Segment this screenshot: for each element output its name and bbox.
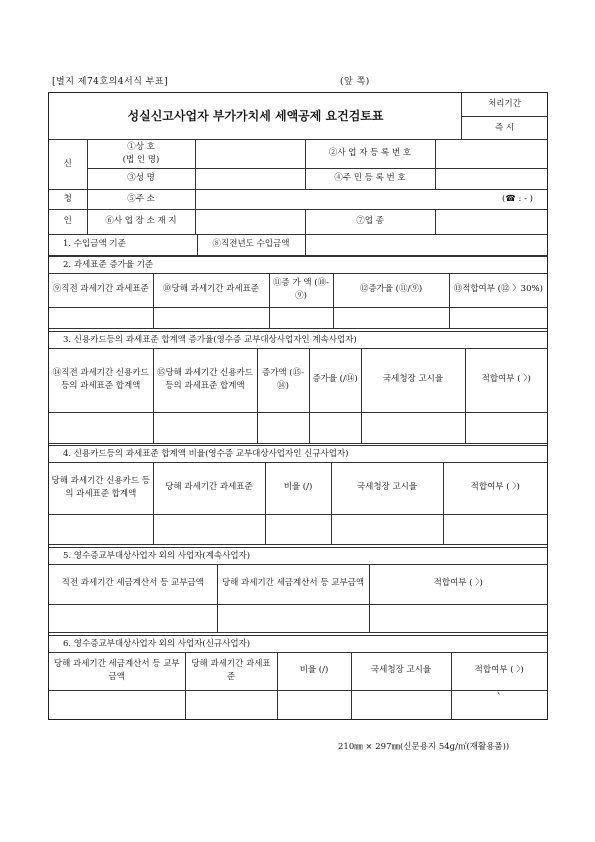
- prev-year-revenue-label: ⑧직전년도 수입금액: [197, 235, 305, 256]
- card-increase-amount-header: 증가액 (⑮-⑭): [257, 348, 309, 412]
- form-title: 성실신고사업자 부가가치세 세액공제 요건검토표: [127, 109, 384, 123]
- new-invoice-tax-base-field[interactable]: [185, 690, 277, 719]
- processing-period-label: 처리기간: [462, 93, 547, 117]
- prev-invoice-amount-field[interactable]: [49, 604, 217, 632]
- processing-period-value: 즉 시: [494, 123, 515, 133]
- increase-amount-field[interactable]: [269, 307, 333, 328]
- form-reference: [별지 제74호의4서식 부표]: [52, 77, 169, 87]
- sec5-table: [49, 564, 547, 632]
- sec3-title: 3. 신용카드등의 과세표준 합계액 증가율(영수증 교부대상사업자인 계속사업자): [49, 331, 547, 349]
- sec5-title: 5. 영수증교부대상사업자 외의 사업자(계속사업자): [49, 547, 547, 565]
- biz-location-field[interactable]: [195, 210, 305, 235]
- curr-invoice-amount-field[interactable]: [217, 604, 369, 632]
- card-eligibility-field[interactable]: [465, 412, 547, 443]
- new-invoice-amount-header: 당해 과세기간 세금계산서 등 교부금액: [49, 652, 185, 690]
- prev-invoice-amount-header: 직전 과세기간 세금계산서 등 교부금액: [49, 564, 217, 604]
- name-label: ③성 명: [87, 169, 195, 190]
- applicant-side-label-1: 신: [49, 140, 87, 190]
- page-side-label: (앞 쪽): [340, 77, 370, 87]
- card-increase-rate-header: 증가율 (/⑭): [309, 348, 361, 412]
- sec6-title: 6. 영수증교부대상사업자 외의 사업자(신규사업자): [49, 635, 547, 653]
- new-nts-rate-header: 국세청장 고시율: [331, 462, 443, 514]
- new-card-sales-header: 당해 과세기간 신용카드 등의 과세표준 합계액: [49, 462, 153, 514]
- new-invoice-amount-field[interactable]: [49, 690, 185, 719]
- curr-invoice-amount-header: 당해 과세기간 세금계산서 등 교부금액: [217, 564, 369, 604]
- applicant-section: [49, 139, 547, 234]
- company-name-label: ①상 호 (법 인 명): [87, 140, 195, 169]
- business-reg-no-label: ②사 업 자 등 록 번 호: [305, 140, 435, 169]
- phone-label: (☎ : - ): [501, 193, 533, 204]
- applicant-side-label-3: 인: [49, 210, 87, 235]
- new-ratio-header: 비율 (/): [265, 462, 331, 514]
- card-eligibility-header: 적합여부 ( 〉): [465, 348, 547, 412]
- new-invoice-ratio-header: 비율 (/): [277, 652, 351, 690]
- new-eligibility-header: 적합여부 ( 〉): [443, 462, 547, 514]
- sec4-title: 4. 신용카드등의 과세표준 합계액 비율(영수증 교부대상사업자인 신규사업자): [49, 445, 547, 463]
- prev-card-sales-header: ⑭직전 과세기간 신용카드 등의 과세표준 합계액: [49, 348, 153, 412]
- review-form: [48, 92, 548, 720]
- company-name-field[interactable]: [195, 140, 305, 169]
- applicant-side-label-2: 청: [49, 190, 87, 210]
- business-type-field[interactable]: [435, 210, 547, 235]
- business-reg-no-field[interactable]: [435, 140, 547, 169]
- curr-card-sales-header: ⑮당해 과세기간 신용카드 등의 과세표준 합계액: [153, 348, 257, 412]
- new-invoice-ratio-field[interactable]: [277, 690, 351, 719]
- sec2-table: [49, 273, 547, 328]
- paper-spec-footer: 210㎜ × 297㎜(신문용지 54g/㎡(재활용품)): [338, 742, 510, 752]
- new-invoice-eligibility-header: 적합여부 ( 〉): [451, 652, 547, 690]
- prev-tax-base-header: ⑨직전 과세기간 과세표준: [49, 273, 153, 307]
- new-nts-rate-field[interactable]: [331, 514, 443, 544]
- new-card-sales-field[interactable]: [49, 514, 153, 544]
- card-increase-amount-field[interactable]: [257, 412, 309, 443]
- resident-no-field[interactable]: [435, 169, 547, 190]
- business-type-label: ⑦업 종: [305, 210, 435, 235]
- curr-tax-base-header: ⑩당해 과세기간 과세표준: [153, 273, 269, 307]
- increase-rate-header: ⑫증가율 (⑪/⑨): [333, 273, 449, 307]
- invoice-eligibility-header: 적합여부 ( 〉): [369, 564, 547, 604]
- name-field[interactable]: [195, 169, 305, 190]
- curr-card-sales-field[interactable]: [153, 412, 257, 443]
- prev-tax-base-field[interactable]: [49, 307, 153, 328]
- increase-amount-header: ⑪증 가 액 (⑩-⑨): [269, 273, 333, 307]
- sec2-title: 2. 과세표준 증가율 기준: [49, 256, 547, 274]
- card-increase-rate-field[interactable]: [309, 412, 361, 443]
- sec1-title: 1. 수입금액 기준: [49, 235, 197, 256]
- prev-card-sales-field[interactable]: [49, 412, 153, 443]
- biz-location-label: ⑥사 업 장 소 재 지: [87, 210, 195, 235]
- new-tax-base-field[interactable]: [153, 514, 265, 544]
- address-label: ⑤주 소: [87, 190, 195, 210]
- stray-mark: ˋ: [496, 692, 502, 704]
- title-row: [49, 93, 547, 140]
- curr-tax-base-field[interactable]: [153, 307, 269, 328]
- eligibility-field[interactable]: [449, 307, 547, 328]
- new-tax-base-header: 당해 과세기간 과세표준: [153, 462, 265, 514]
- nts-rate-header: 국세청장 고시율: [361, 348, 465, 412]
- sec6-table: [49, 652, 547, 721]
- sec1-revenue: [49, 234, 547, 256]
- new-ratio-field[interactable]: [265, 514, 331, 544]
- new-invoice-tax-base-header: 당해 과세기간 과세표준: [185, 652, 277, 690]
- nts-rate-field[interactable]: [361, 412, 465, 443]
- resident-no-label: ④주 민 등 록 번 호: [305, 169, 435, 190]
- sec3-table: [49, 348, 547, 443]
- prev-year-revenue-field[interactable]: [305, 235, 547, 256]
- invoice-eligibility-field[interactable]: [369, 604, 547, 632]
- sec4-table: [49, 462, 547, 544]
- new-eligibility-field[interactable]: [443, 514, 547, 544]
- eligibility-header: ⑬적합여부 (⑫ 〉30%): [449, 273, 547, 307]
- new-invoice-nts-rate-header: 국세청장 고시율: [351, 652, 451, 690]
- processing-period-box: [461, 93, 547, 139]
- address-field[interactable]: [195, 190, 547, 210]
- new-invoice-nts-rate-field[interactable]: [351, 690, 451, 719]
- new-invoice-eligibility-field[interactable]: [451, 690, 547, 719]
- increase-rate-field[interactable]: [333, 307, 449, 328]
